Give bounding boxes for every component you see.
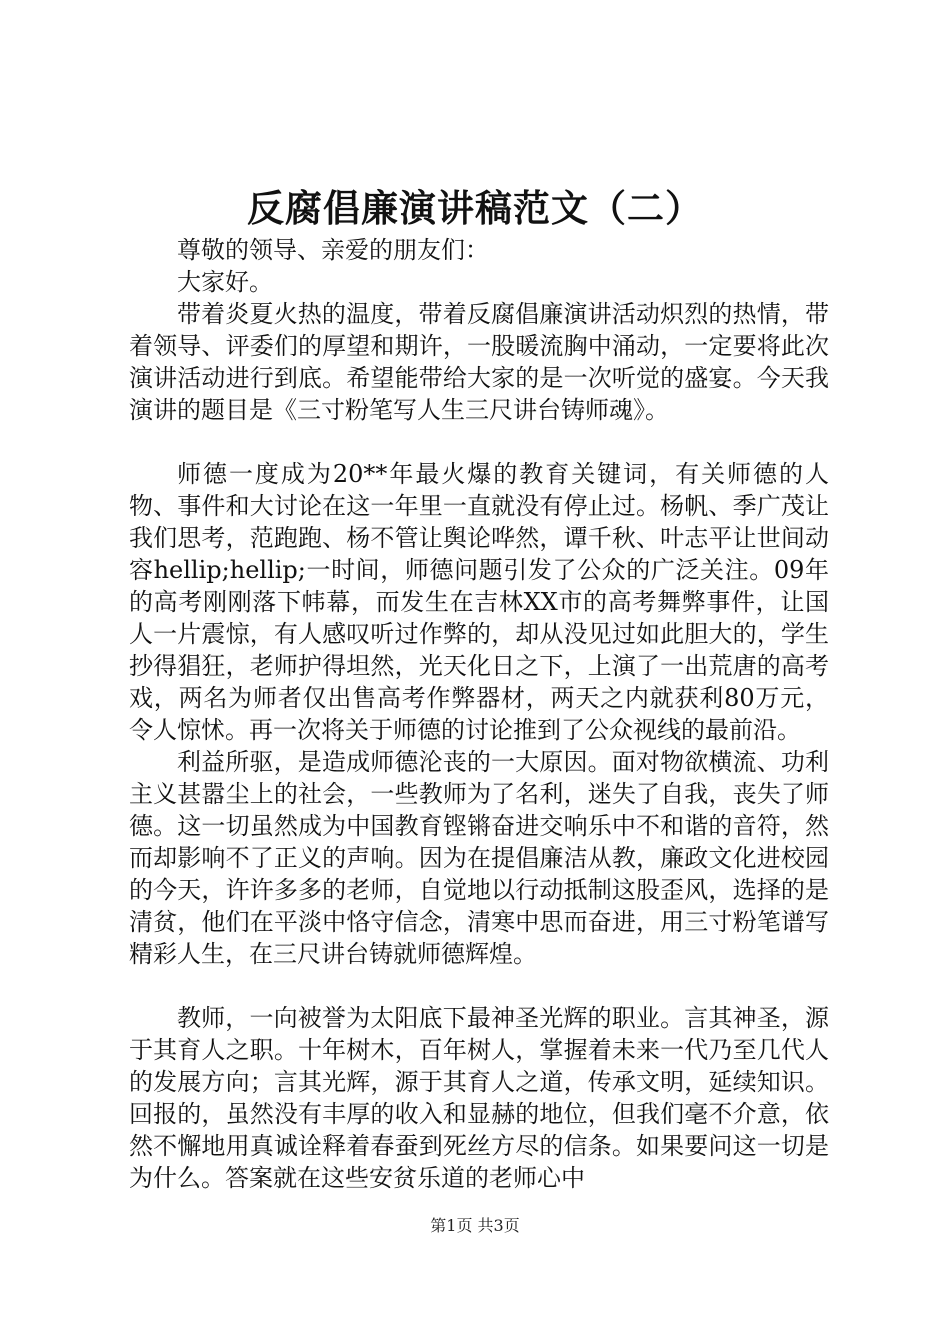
page-number-footer: 第1页 共3页 [430, 1216, 520, 1235]
greeting: 大家好。 [177, 268, 273, 296]
salutation: 尊敬的领导、亲爱的朋友们： [177, 236, 489, 264]
paragraph: 教师，一向被誉为太阳底下最神圣光辉的职业。言其神圣，源于其育人之职。十年树木，百年树人，掌握着未来一代乃至几代人的发展方向；言其光辉，源于其育人之道，传承文明，延续知识。回报的，虽然没有丰厚的收入和显赫的地位，但我们毫不介意，依然不懈地用真诚诠释着春蚕到死丝方尽的信条。如果要问这一切是为什么。答案就在这些安贫乐道的老师心中 [129, 1004, 829, 1192]
paragraph: 利益所驱，是造成师德沦丧的一大原因。面对物欲横流、功利主义甚嚣尘上的社会，一些教师为了名利，迷失了自我，丧失了师德。这一切虽然成为中国教育铿锵奋进交响乐中不和谐的音符，然而却影响不了正义的声响。因为在提倡廉洁从教，廉政文化进校园的今天，许许多多的老师，自觉地以行动抵制这股歪风，选择的是清贫，他们在平淡中恪守信念，清寒中思而奋进，用三寸粉笔谱写精彩人生，在三尺讲台铸就师德辉煌。 [129, 748, 829, 968]
document-title: 反腐倡廉演讲稿范文（二） [247, 186, 703, 230]
paragraph: 师德一度成为20**年最火爆的教育关键词，有关师德的人物、事件和大讨论在这一年里一直就没有停止过。杨帆、季广茂让我们思考，范跑跑、杨不管让舆论哗然，谭千秋、叶志平让世间动容hellip;hellip;一时间，师德问题引发了公众的广泛关注。09年的高考刚刚落下帏幕，而发生在吉林XX市的高考舞弊事件，让国人一片震惊，有人感叹听过作弊的，却从没见过如此胆大的，学生抄得猖狂，老师护得坦然，光天化日之下，上演了一出荒唐的高考戏，两名为师者仅出售高考作弊器材，两天之内就获利80万元，令人惊怵。再一次将关于师德的讨论推到了公众视线的最前沿。 [129, 460, 829, 744]
paragraph: 带着炎夏火热的温度，带着反腐倡廉演讲活动炽烈的热情，带着领导、评委们的厚望和期许，一股暖流胸中涌动，一定要将此次演讲活动进行到底。希望能带给大家的是一次听觉的盛宴。今天我演讲的题目是《三寸粉笔写人生三尺讲台铸师魂》。 [129, 300, 829, 424]
document-body [129, 234, 829, 1194]
